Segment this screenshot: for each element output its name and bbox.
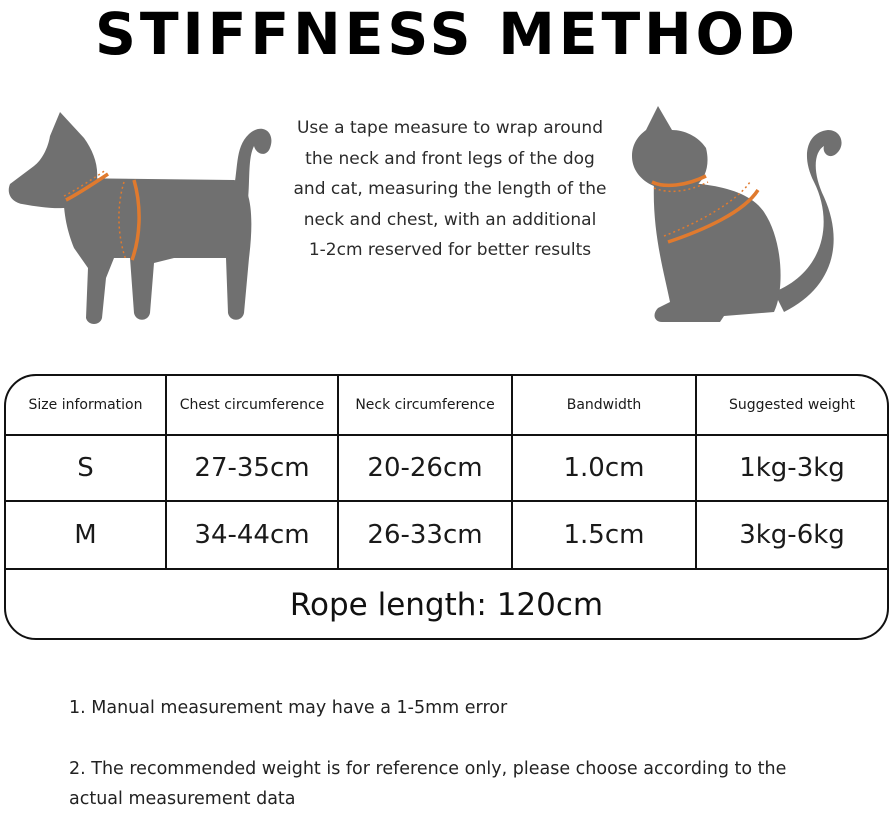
page-title: STIFFNESS METHOD <box>95 0 799 68</box>
instruction-line: neck and chest, with an additional <box>303 209 597 230</box>
chest-cell: 34-44cm <box>167 502 339 568</box>
cat-measure-illustration <box>624 102 850 328</box>
instruction-line: and cat, measuring the length of the <box>293 179 607 199</box>
table-row <box>6 502 887 570</box>
dog-body <box>63 178 251 324</box>
neck-cell: 26-33cm <box>339 502 513 568</box>
cat-body <box>654 182 781 322</box>
dog-measure-illustration <box>4 108 274 326</box>
weight-cell: 1kg-3kg <box>739 453 845 483</box>
size-cell: M <box>6 502 167 568</box>
rope-length: Rope length: 120cm <box>289 587 604 623</box>
chest-cell: 27-35cm <box>167 436 339 500</box>
dog-head <box>9 112 98 208</box>
table-header-row <box>6 376 887 436</box>
rope-length-row <box>6 570 887 640</box>
note-weight-reference: 2. The recommended weight is for reference only, please choose according to the actual measurement data <box>69 759 787 809</box>
instruction-line: 1-2cm reserved for better results <box>308 240 592 260</box>
instruction-line: the neck and front legs of the dog <box>305 148 595 169</box>
bandwidth-cell: 1.0cm <box>513 436 697 500</box>
header-bandwidth: Bandwidth <box>513 376 697 434</box>
note-measurement-error: 1. Manual measurement may have a 1-5mm error <box>69 698 508 718</box>
neck-cell: 20-26cm <box>339 436 513 500</box>
header-neck: Neck circumference <box>339 376 513 434</box>
weight-cell: 3kg-6kg <box>739 520 845 550</box>
instruction-line: Use a tape measure to wrap around <box>296 118 604 138</box>
size-table <box>4 374 889 640</box>
bandwidth-cell: 1.5cm <box>513 502 697 568</box>
table-row <box>6 436 887 502</box>
size-cell: S <box>6 436 167 500</box>
cat-tail <box>774 130 842 312</box>
header-size: Size information <box>6 376 167 434</box>
cat-head <box>632 106 708 188</box>
header-weight: Suggested weight <box>728 397 856 413</box>
header-chest: Chest circumference <box>167 376 339 434</box>
measure-instructions <box>272 113 628 266</box>
